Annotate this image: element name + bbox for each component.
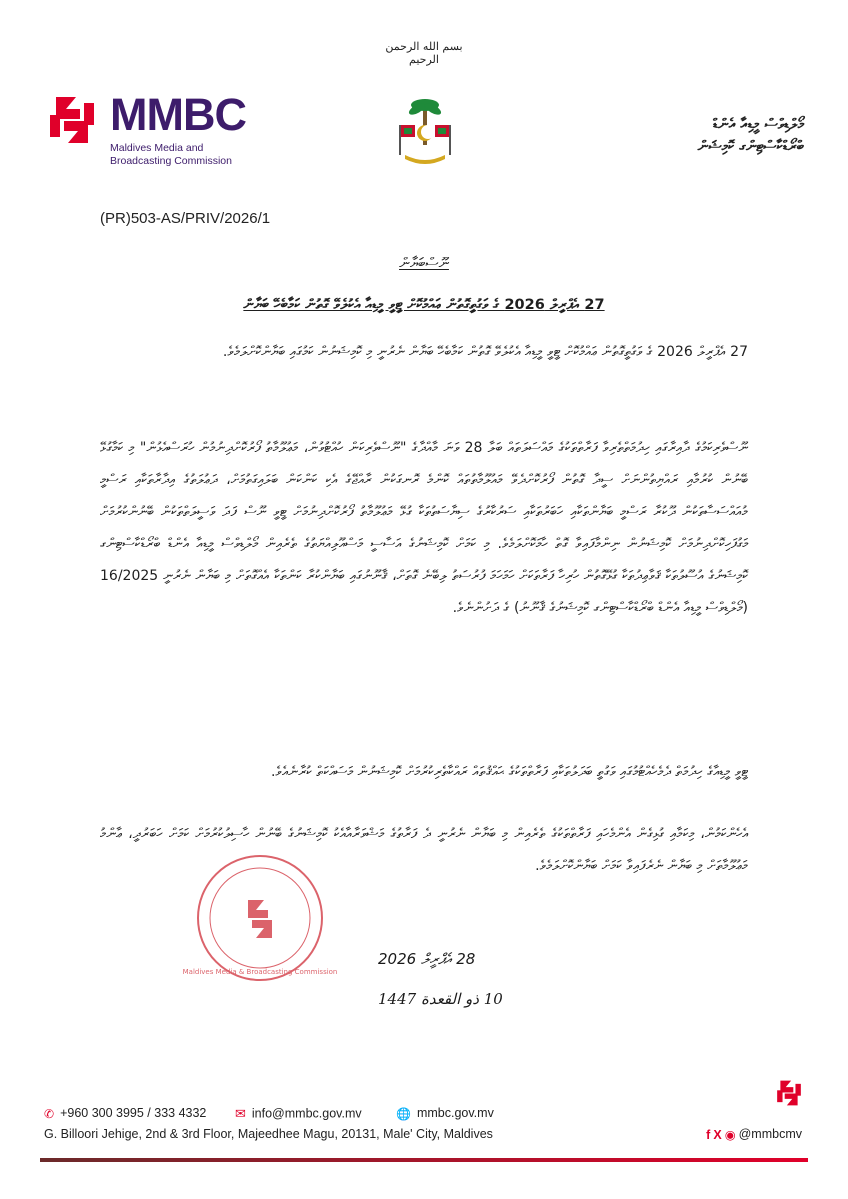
- x-icon[interactable]: X: [713, 1127, 722, 1142]
- footer-phone[interactable]: [44, 1106, 206, 1121]
- globe-icon: 🌐: [396, 1106, 411, 1121]
- date-gregorian: 28 އެޕްރީލް 2026: [378, 950, 476, 968]
- facebook-icon[interactable]: f: [706, 1127, 711, 1142]
- footer-email-text: info@mmbc.gov.mv: [251, 1106, 362, 1121]
- body-paragraph-2: ނޫސްވެރިކަމުގެ ދާއިރާގައި ހިދުމަތްތެރިވާ ފަރާތްތަކުގެ މައްސަލަތައް ބަލާ 28 ވަނަ މާއްދާގެ "ނޫސްވެރިކަން ހުއްޓުވުން، މަޢުލޫމާތު ފޯރުކޮށްދިނުމުން ހުރަސްއެޅުން" މި ކަމާގުޅޭ ބޭނުން ކުރުމާއި ރައްޔިތުންނަށް ސީދާ ގޮތުން ފޯރުކޮށްދެވޭ މައުލޫމާތުތައް ކޮންމެ ރޮނގަކުން ރާއްޖޭގެ އެކި ކަންކަން ބަލައިގަތުމަށް، ދަޢުލަތުގެ އިދާރާތަކާއި ރަސްމީ މުއައްސަސާތަކުން ދޫކުރާ ރަސްމީ ބަޔާންތަކާއި ހަބަރުތަކާއި ސަރުކާރުގެ ސިޔާސަތުތަކާ ގުޅޭ މަޢުލޫމާތު ފޯރުކޮށްދިނުމަށް ޓީވީ ނޫސް ފަދަ ވަސީލަތްތަކުން ބޭނުންކުރުމަށް މަގުފަހިކޮށްދިނުމަށް ކޮމިޝަނުން ނިންމާފައިވާ ގޮތް ހާމަކޮށްލަމެވެ. މި ކަމަށް ކޮމިޝަނުގެ އަސާސީ މަސްއޫލިއްޔަތުގެ ތެރެއިން މޯލްޑިވްސް މީޑިއާ އެންޑް ބްރޯޑްކާސްޓިންގ ކޮމިޝަނުގެ އުސޫލުތަކާ ޤަވާޢިދުތަކާ ގުޅޭގޮތުން ހުރިހާ ފަރާތަކަށް ހަމަހަމަ ފުރުސަތު ލިބޭނެ ގޮތަށް، ޤާނޫނުގައި ބަޔާންކުރާ ކަންތަކާ އެއްގޮތަށް މި ބަޔާން ނެރުނީ 16/2025 (މޯލްޑިވްސް މީޑިއާ އެންޑް ބްރޯޑްކާސްޓިންގ ކޮމިޝަނުގެ ޤާނޫނު) ގެ ދަށުންނެވެ.: [100, 440, 748, 616]
- footer-website[interactable]: [396, 1106, 494, 1121]
- logo-wordmark: MMBC: [110, 89, 246, 140]
- footer-social[interactable]: [706, 1127, 802, 1142]
- body-paragraph-1: 27 އެޕްރީލް 2026 ގެ ވަގުތީގޮތުން ޢައްމުކޮށް ޓީވީ މީޑިއާ އެކުލެވޭ ގޮތުން ކަމާބެހޭ ބަޔާން ނެރުނީ މި ކޮމިޝަނުން ކަމުގައި ބަޔާންކޮށްލަމެވެ.: [222, 344, 748, 360]
- stamp-text: Maldives Media & Broadcasting Commission: [182, 968, 338, 976]
- official-stamp-icon: [182, 852, 338, 984]
- bismillah-calligraphy: بسم الله الرحمن الرحيم: [385, 40, 463, 66]
- body-paragraph-4: އެހެންކަމުން، މިކަމާއި ގުޅިގެން އެންމެހައި ފަރާތްތަކުގެ ތެރެއިން މި ބަޔާން ނެރުނީ ދެ ފަރާތުގެ މަޝްވަރާއާއެކު ކޮމިޝަނުގެ ބޭނުން ހާސިލުކުރުމަށް ކަމަށް ހަބަރުދީ، ޢާންމު މަޢުލޫމާތަށް މި ބަޔާން ނެރެފައިވާ ކަމަށް ބަޔާންކޮށްލަމެވެ.: [100, 826, 748, 874]
- mail-icon: ✉: [235, 1106, 246, 1121]
- footer-website-text: mmbc.gov.mv: [416, 1106, 494, 1120]
- body-paragraph-3: ޓީވީ މީޑިއާގެ ހިދުމަތް ދެމެހެއްޓުމުގައި ވަގުތީ ބަދަލުތަކާއި ފަރާތްތަކުގެ ޙައްޤުތައް ރައްކާތެރިކުރުމަށް ކޮމިޝަނުން މަސައްކަތް ކުރާނެއެވެ.: [270, 764, 748, 780]
- org-name-dhivehi-line2: ބްރޯޑްކާސްޓިންގ ކޮމިޝަން: [697, 137, 804, 155]
- document-title: 27 އެޕްރީލް 2026 ގެ ވަގުތީގޮތުން ޢައްމުކޮށް ޓީވީ މީޑިއާ އެކުލެވޭ ގޮތުން ކަމާބެހޭ ބަޔާން: [243, 297, 605, 313]
- date-hijri: 10 ذو القعدة 1447: [378, 990, 503, 1008]
- footer-email[interactable]: [235, 1106, 362, 1122]
- footer-logo-icon: [775, 1078, 803, 1108]
- footer-phone-text: +960 300 3995 / 333 4332: [60, 1106, 207, 1120]
- footer-divider: [40, 1158, 808, 1162]
- state-emblem-icon: [393, 95, 457, 167]
- mmbc-logo-icon: [46, 93, 98, 147]
- logo-subtitle-line1: Maldives Media and: [110, 142, 204, 154]
- org-name-dhivehi: [644, 113, 804, 157]
- logo-subtitle-line2: Broadcasting Commission: [110, 155, 232, 167]
- reference-number: (PR)503-AS/PRIV/2026/1: [100, 210, 271, 227]
- org-name-dhivehi-line1: މޯލްޑިވްސް މީޑިއާ އެންޑް: [712, 115, 804, 133]
- footer-address: G. Billoori Jehige, 2nd & 3rd Floor, Majeedhee Magu, 20131, Male' City, Maldives: [44, 1127, 493, 1141]
- footer-social-handle: @mmbcmv: [738, 1127, 802, 1141]
- document-type: ނޫސްބަޔާން: [399, 254, 449, 272]
- logo-subtitle: [110, 142, 232, 168]
- phone-icon: ✆: [44, 1106, 55, 1121]
- instagram-icon[interactable]: ◉: [724, 1128, 736, 1143]
